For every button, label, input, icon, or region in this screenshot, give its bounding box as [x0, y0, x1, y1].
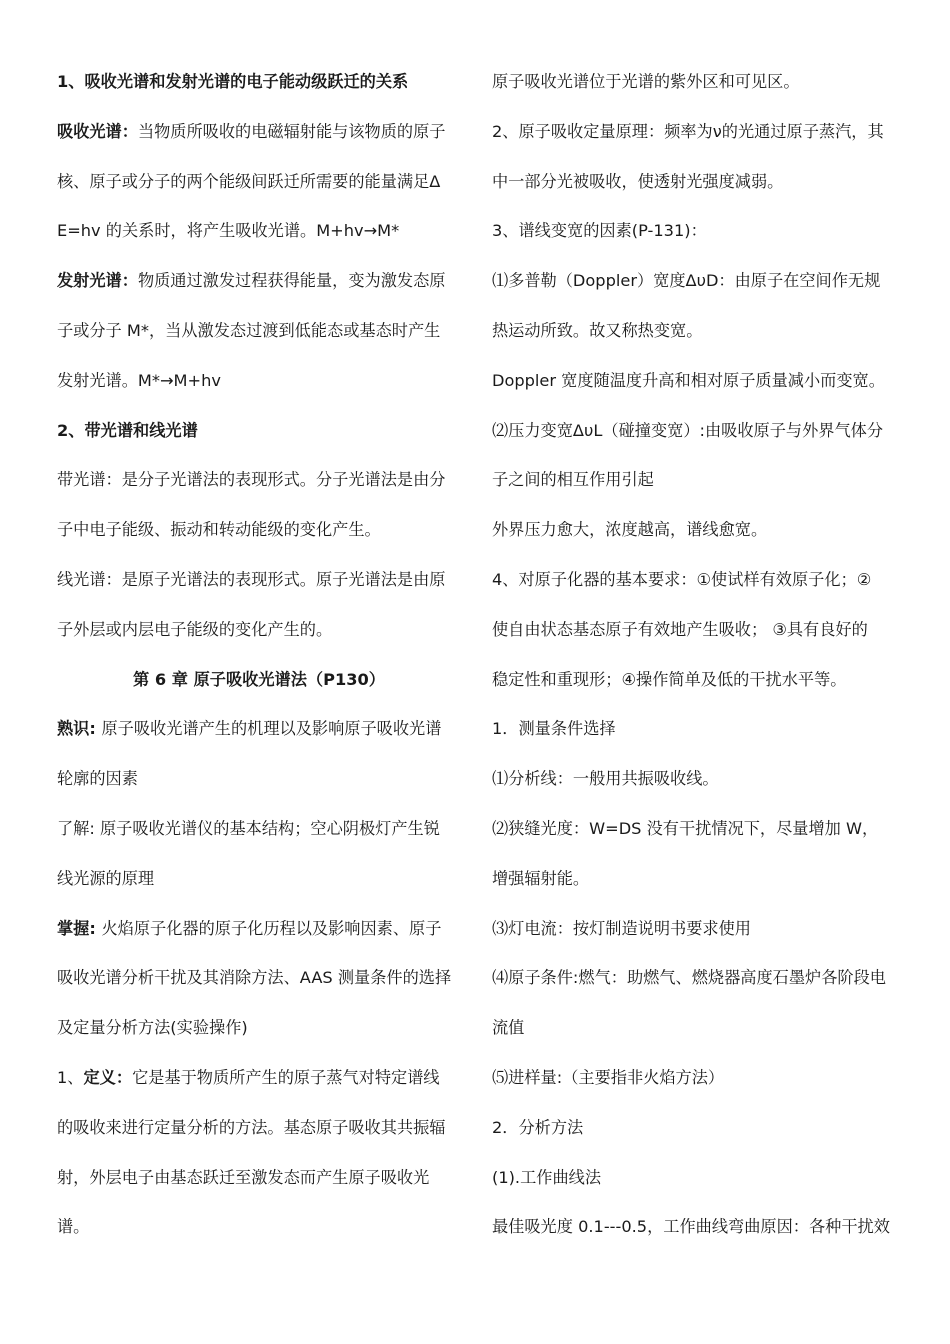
line-text: 轮廓的因素: [57, 769, 138, 789]
text-line: [57, 406, 461, 456]
line-text: 火焰原子化器的原子化历程以及影响因素、原子: [101, 918, 442, 938]
text-line: [57, 1103, 461, 1153]
line-text: 增强辐射能。: [492, 868, 590, 888]
text-line: [57, 804, 461, 854]
text-line: [57, 1202, 461, 1252]
text-line: [57, 953, 461, 1003]
line-text: 中一部分光被吸收，使透射光强度减弱。: [492, 171, 784, 191]
line-text: (1).工作曲线法: [492, 1167, 602, 1187]
text-line: [57, 555, 461, 605]
line-text: 及定量分析方法(实验操作): [57, 1018, 248, 1038]
text-line: [57, 157, 461, 207]
text-line: [492, 157, 896, 207]
line-text: 原子吸收光谱位于光谱的紫外区和可见区。: [492, 72, 800, 91]
text-line: [57, 107, 461, 157]
text-line: [492, 57, 896, 107]
line-text: 外界压力愈大，浓度越高，谱线愈宽。: [492, 520, 768, 540]
line-text: Doppler 宽度随温度升高和相对原子质量减小而变宽。: [492, 370, 885, 390]
line-text: ⑵压力变宽ΔυL（碰撞变宽）:由吸收原子与外界气体分: [492, 420, 884, 440]
term-label: 定义：: [83, 1067, 133, 1087]
line-text: 吸收光谱分析干扰及其消除方法、AAS 测量条件的选择: [57, 968, 452, 988]
text-line: [492, 605, 896, 655]
line-text: ⑴多普勒（Doppler）宽度ΔυD：由原子在空间作无规: [492, 271, 881, 291]
line-text: ⑶灯电流：按灯制造说明书要求使用: [492, 918, 751, 938]
text-line: [492, 655, 896, 705]
text-line: [57, 57, 461, 107]
line-text: 当物质所吸收的电磁辐射能与该物质的原子: [137, 121, 446, 141]
line-text: 热运动所致。故又称热变宽。: [492, 320, 703, 340]
text-line: [492, 256, 896, 306]
term-label: 熟识:: [57, 719, 102, 739]
text-line: [57, 704, 461, 754]
text-line: [492, 754, 896, 804]
line-text: E=hv 的关系时，将产生吸收光谱。M+hv→M*: [57, 221, 400, 241]
line-text: 2．分析方法: [492, 1117, 584, 1137]
text-line: [492, 356, 896, 406]
line-text: 原子吸收光谱产生的机理以及影响原子吸收光谱: [101, 719, 442, 739]
line-text: ⑷原子条件:燃气：助燃气、燃烧器高度石墨炉各阶段电: [492, 968, 886, 988]
line-text: 2、带光谱和线光谱: [57, 420, 198, 440]
right-column: [492, 57, 896, 1252]
text-line: [57, 1153, 461, 1203]
text-line: [57, 854, 461, 904]
line-prefix: 1、: [57, 1067, 84, 1087]
text-line: [492, 804, 896, 854]
line-text: 核、原子或分子的两个能级间跃迁所需要的能量满足Δ: [57, 171, 441, 191]
text-line: [492, 107, 896, 157]
text-line: [492, 953, 896, 1003]
left-column: [57, 57, 461, 1252]
text-line: [492, 1103, 896, 1153]
text-line: [57, 356, 461, 406]
line-text: ⑴分析线：一般用共振吸收线。: [492, 769, 719, 789]
text-line: [492, 206, 896, 256]
text-line: [492, 904, 896, 954]
line-text: 3、谱线变宽的因素(P-131)：: [492, 221, 707, 241]
text-line: [492, 1003, 896, 1053]
line-text: 稳定性和重现形；④操作简单及低的干扰水平等。: [492, 669, 847, 689]
text-line: [57, 455, 461, 505]
text-line: [492, 854, 896, 904]
text-line: [57, 754, 461, 804]
line-text: ⑸进样量:（主要指非火焰方法）: [492, 1067, 725, 1087]
line-text: 2、原子吸收定量原理：频率为ν的光通过原子蒸汽，其: [492, 121, 884, 141]
text-line: [492, 1202, 896, 1252]
line-text: 子之间的相互作用引起: [492, 470, 654, 490]
line-text: 1．测量条件选择: [492, 719, 616, 739]
text-line: [492, 505, 896, 555]
text-line: [57, 1003, 461, 1053]
term-label: 发射光谱：: [57, 271, 138, 291]
line-text: 最佳吸光度 0.1---0.5，工作曲线弯曲原因：各种干扰效: [492, 1217, 890, 1237]
text-line: [57, 1053, 461, 1103]
text-line: [57, 206, 461, 256]
line-text: 第 6 章 原子吸收光谱法（P130）: [133, 669, 385, 689]
line-text: 4、对原子化器的基本要求：①使试样有效原子化；②: [492, 569, 872, 589]
term-label: 吸收光谱：: [57, 121, 138, 141]
text-line: [492, 555, 896, 605]
text-line: [57, 505, 461, 555]
line-text: 使自由状态基态原子有效地产生吸收； ③具有良好的: [492, 619, 868, 639]
line-text: ⑵狭缝光度：W=DS 没有干扰情况下，尽量增加 W，: [492, 818, 879, 838]
text-line: [492, 306, 896, 356]
line-text: 谱。: [57, 1217, 90, 1237]
line-text: 发射光谱。M*→M+hv: [57, 370, 221, 390]
line-text: 子外层或内层电子能级的变化产生的。: [57, 619, 333, 639]
text-line: [492, 455, 896, 505]
text-line: [57, 256, 461, 306]
text-line: [492, 1153, 896, 1203]
line-text: 线光谱：是原子光谱法的表现形式。原子光谱法是由原: [57, 569, 446, 589]
line-text: 子或分子 M*，当从激发态过渡到低能态或基态时产生: [57, 320, 441, 340]
line-text: 线光源的原理: [57, 868, 155, 888]
line-text: 流值: [492, 1018, 525, 1038]
text-line: [57, 904, 461, 954]
line-text: 带光谱：是分子光谱法的表现形式。分子光谱法是由分: [57, 470, 446, 490]
text-line: [492, 406, 896, 456]
text-line: [57, 605, 461, 655]
line-text: 物质通过激发过程获得能量，变为激发态原: [137, 271, 446, 291]
line-text: 了解: 原子吸收光谱仪的基本结构；空心阴极灯产生锐: [57, 818, 440, 838]
term-label: 掌握:: [57, 918, 102, 938]
text-line: [492, 704, 896, 754]
text-line: [57, 306, 461, 356]
text-line: [57, 655, 461, 705]
line-text: 的吸收来进行定量分析的方法。基态原子吸收其共振辐: [57, 1117, 446, 1137]
line-text: 射，外层电子由基态跃迁至激发态而产生原子吸收光: [57, 1167, 430, 1187]
line-text: 子中电子能级、振动和转动能级的变化产生。: [57, 520, 381, 540]
line-text: 它是基于物质所产生的原子蒸气对特定谱线: [132, 1067, 440, 1087]
line-text: 1、吸收光谱和发射光谱的电子能动级跃迁的关系: [57, 72, 409, 91]
text-line: [492, 1053, 896, 1103]
